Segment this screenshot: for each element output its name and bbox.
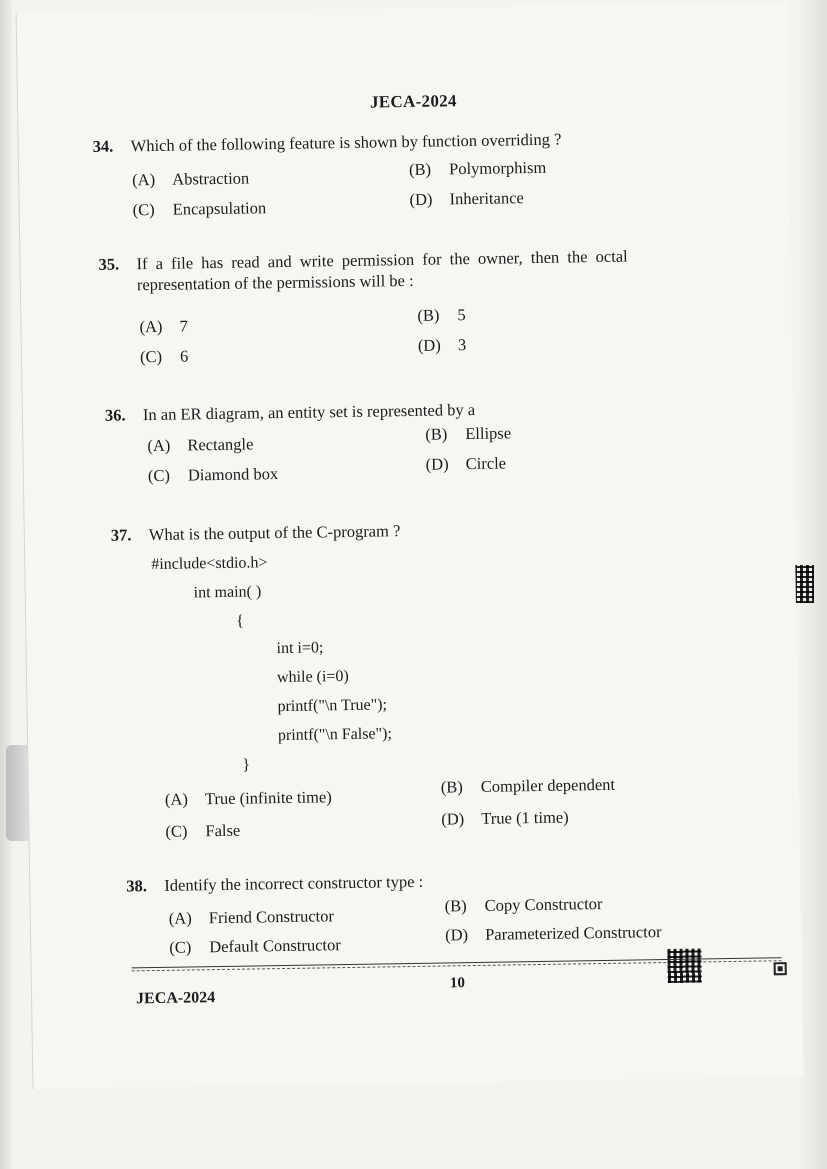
option-a: (A) Rectangle [147,434,254,456]
option-a: (A) True (infinite time) [164,787,332,809]
question-36 [105,399,475,426]
question-number: 38. [126,876,148,896]
option-d: (D) Inheritance [409,188,524,209]
question-text: What is the output of the C-program ? [148,521,401,545]
option-a: (A) 7 [139,316,188,337]
option-d: (D) True (1 time) [441,807,569,829]
page-number: 10 [449,975,466,992]
code-line-close-brace: } [242,756,251,774]
question-38 [126,871,423,897]
page-header-title: JECA-2024 [369,91,457,112]
option-d: (D) Parameterized Constructor [444,922,662,945]
question-37 [111,520,401,546]
option-c: (C) Encapsulation [132,198,267,220]
option-b: (B) Ellipse [425,423,512,444]
option-c: (C) Diamond box [147,464,279,486]
option-a: (A) Friend Constructor [168,906,335,928]
code-line-while: while (i=0) [276,667,349,687]
code-line-printf-true: printf("\n True"); [277,696,388,716]
question-text: Identify the incorrect constructor type : [164,871,424,895]
option-b: (B) Copy Constructor [444,894,603,916]
option-b: (B) 5 [417,305,466,325]
option-d: (D) Circle [425,453,507,474]
option-a: (A) Abstraction [132,168,250,190]
question-number: 37. [110,525,132,545]
registration-mark-icon [774,962,787,975]
option-b: (B) Compiler dependent [440,774,616,797]
code-line-main: int main( ) [193,583,262,602]
question-text-line2: representation of the permissions will be : [136,270,414,295]
option-c: (C) Default Constructor [169,935,341,957]
code-line-open-brace: { [236,612,244,630]
question-35 [98,244,739,296]
question-text-line1: If a file has read and write permission for the owner, then the octal [136,246,628,274]
footer-qr-code-icon [667,948,702,983]
option-d: (D) 3 [417,335,467,355]
option-c: (C) 6 [139,346,189,367]
question-text: In an ER diagram, an entity set is represented by a [142,399,476,425]
footer-title: JECA-2024 [135,989,216,1008]
code-line-include: #include<stdio.h> [151,554,268,574]
code-line-decl: int i=0; [276,639,324,658]
option-b: (B) Polymorphism [408,157,547,179]
question-34 [93,129,562,157]
question-number: 35. [98,254,120,274]
question-number: 34. [92,136,114,156]
question-text: Which of the following feature is shown by function overriding ? [130,129,562,156]
question-number: 36. [104,405,126,425]
exam-page [16,2,804,1089]
option-c: (C) False [165,820,241,841]
code-line-printf-false: printf("\n False"); [277,725,393,745]
scan-edge-left [0,0,12,1169]
